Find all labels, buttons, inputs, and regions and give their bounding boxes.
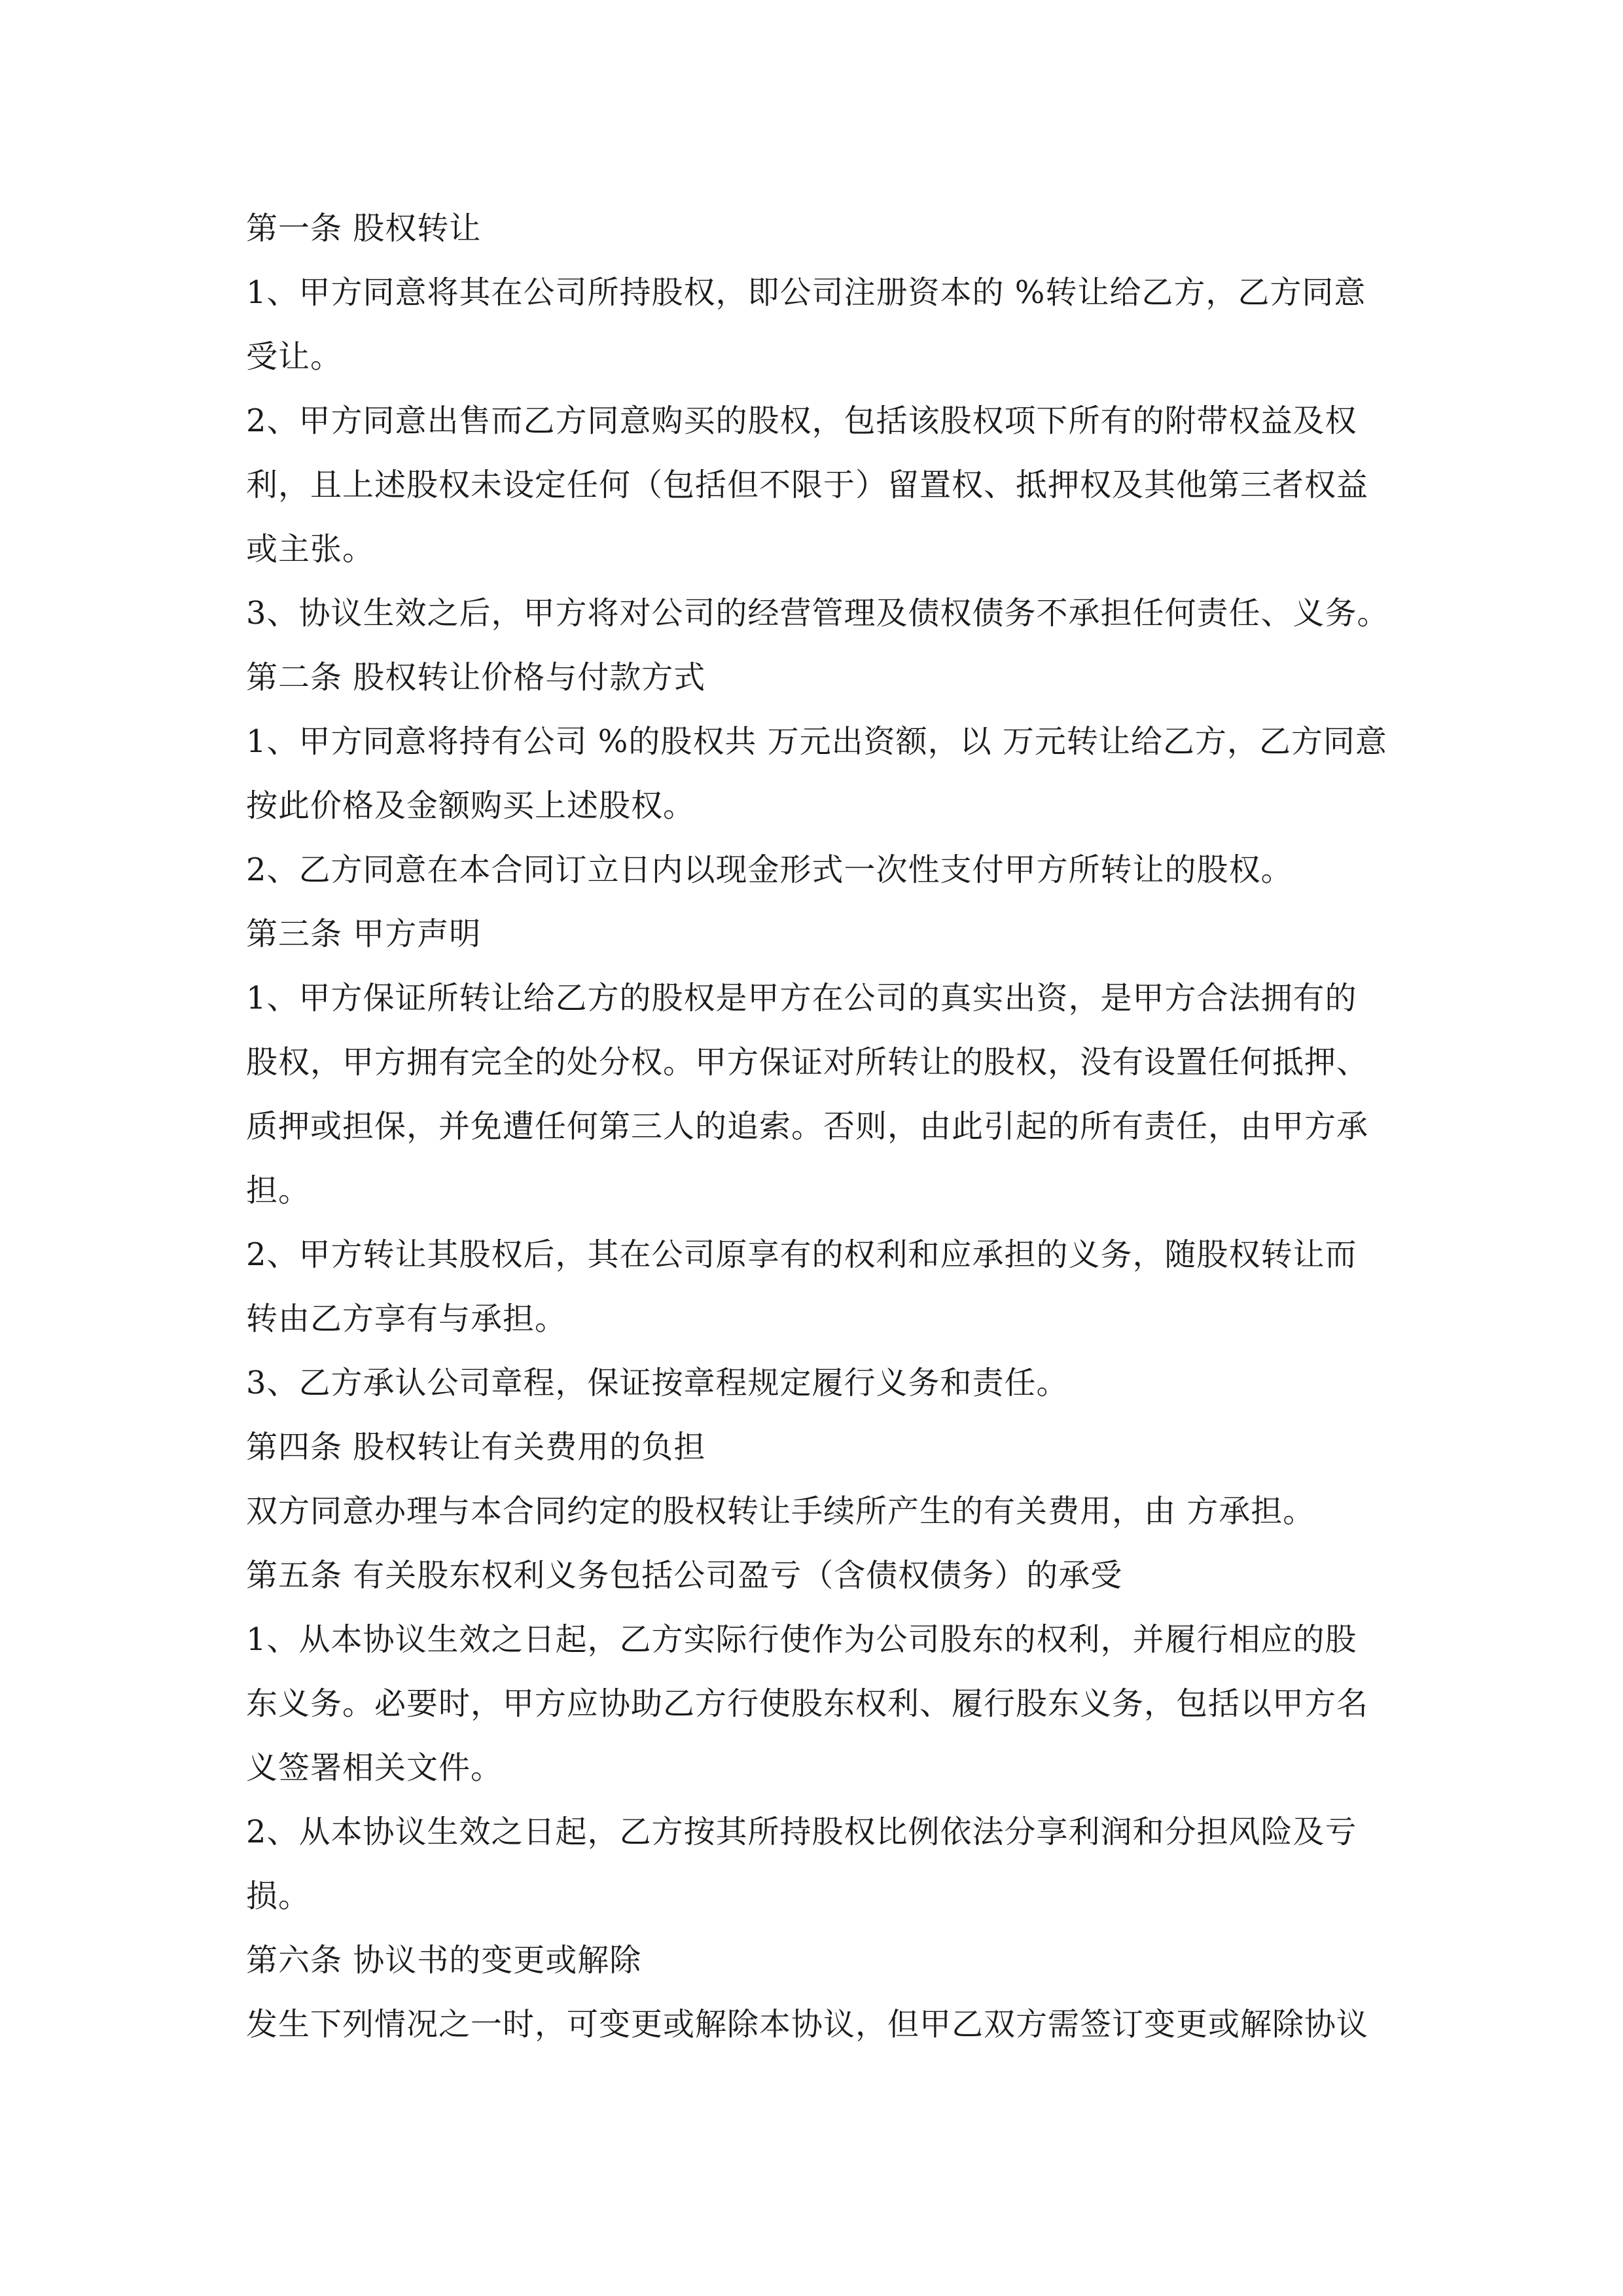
article-5-clause-1-line-1: 1、从本协议生效之日起，乙方实际行使作为公司股东的权利，并履行相应的股	[246, 1621, 1357, 1658]
article-5-clause-1-line-3: 义签署相关文件。	[246, 1749, 503, 1786]
article-3-clause-1-line-1: 1、甲方保证所转让给乙方的股权是甲方在公司的真实出资，是甲方合法拥有的	[246, 980, 1357, 1016]
article-3-clause-2-line-2: 转由乙方享有与承担。	[246, 1300, 567, 1337]
article-6-body-line-1: 发生下列情况之一时，可变更或解除本协议，但甲乙双方需签订变更或解除协议	[246, 2006, 1369, 2043]
article-1-clause-1-line-2: 受让。	[246, 338, 343, 375]
article-5-heading: 第五条 有关股东权利义务包括公司盈亏（含债权债务）的承受	[246, 1557, 1123, 1594]
article-1-clause-2-line-2: 利，且上述股权未设定任何（包括但不限于）留置权、抵押权及其他第三者权益	[246, 467, 1369, 503]
article-3-clause-1-line-3: 质押或担保，并免遭任何第三人的追索。否则，由此引起的所有责任，由甲方承	[246, 1108, 1369, 1145]
article-3-clause-2-line-1: 2、甲方转让其股权后，其在公司原享有的权利和应承担的义务，随股权转让而	[246, 1236, 1357, 1273]
article-3-heading: 第三条 甲方声明	[246, 916, 482, 952]
article-1-clause-2-line-3: 或主张。	[246, 531, 375, 567]
article-5-clause-1-line-2: 东义务。必要时，甲方应协助乙方行使股东权利、履行股东义务，包括以甲方名	[246, 1685, 1369, 1722]
article-1-clause-2-line-1: 2、甲方同意出售而乙方同意购买的股权，包括该股权项下所有的附带权益及权	[246, 403, 1357, 439]
article-2-clause-1-line-1: 1、甲方同意将持有公司 %的股权共 万元出资额，以 万元转让给乙方，乙方同意	[246, 723, 1387, 760]
article-5-clause-2-line-1: 2、从本协议生效之日起，乙方按其所持股权比例依法分享利润和分担风险及亏	[246, 1814, 1357, 1850]
article-3-clause-1-line-2: 股权，甲方拥有完全的处分权。甲方保证对所转让的股权，没有设置任何抵押、	[246, 1044, 1369, 1081]
article-1-heading: 第一条 股权转让	[246, 210, 482, 247]
article-3-clause-1-line-4: 担。	[246, 1172, 311, 1209]
article-2-heading: 第二条 股权转让价格与付款方式	[246, 659, 706, 696]
article-2-clause-1-line-2: 按此价格及金额购买上述股权。	[246, 787, 696, 824]
article-4-heading: 第四条 股权转让有关费用的负担	[246, 1429, 706, 1465]
article-1-clause-3: 3、协议生效之后，甲方将对公司的经营管理及债权债务不承担任何责任、义务。	[246, 595, 1389, 632]
article-6-heading: 第六条 协议书的变更或解除	[246, 1942, 642, 1979]
article-2-clause-2: 2、乙方同意在本合同订立日内以现金形式一次性支付甲方所转让的股权。	[246, 852, 1293, 888]
document-body	[246, 196, 1398, 2056]
article-1-clause-1-line-1: 1、甲方同意将其在公司所持股权，即公司注册资本的 %转让给乙方，乙方同意	[246, 274, 1366, 311]
article-4-body: 双方同意办理与本合同约定的股权转让手续所产生的有关费用，由 方承担。	[246, 1493, 1315, 1530]
article-5-clause-2-line-2: 损。	[246, 1878, 311, 1914]
article-3-clause-3: 3、乙方承认公司章程，保证按章程规定履行义务和责任。	[246, 1365, 1069, 1401]
